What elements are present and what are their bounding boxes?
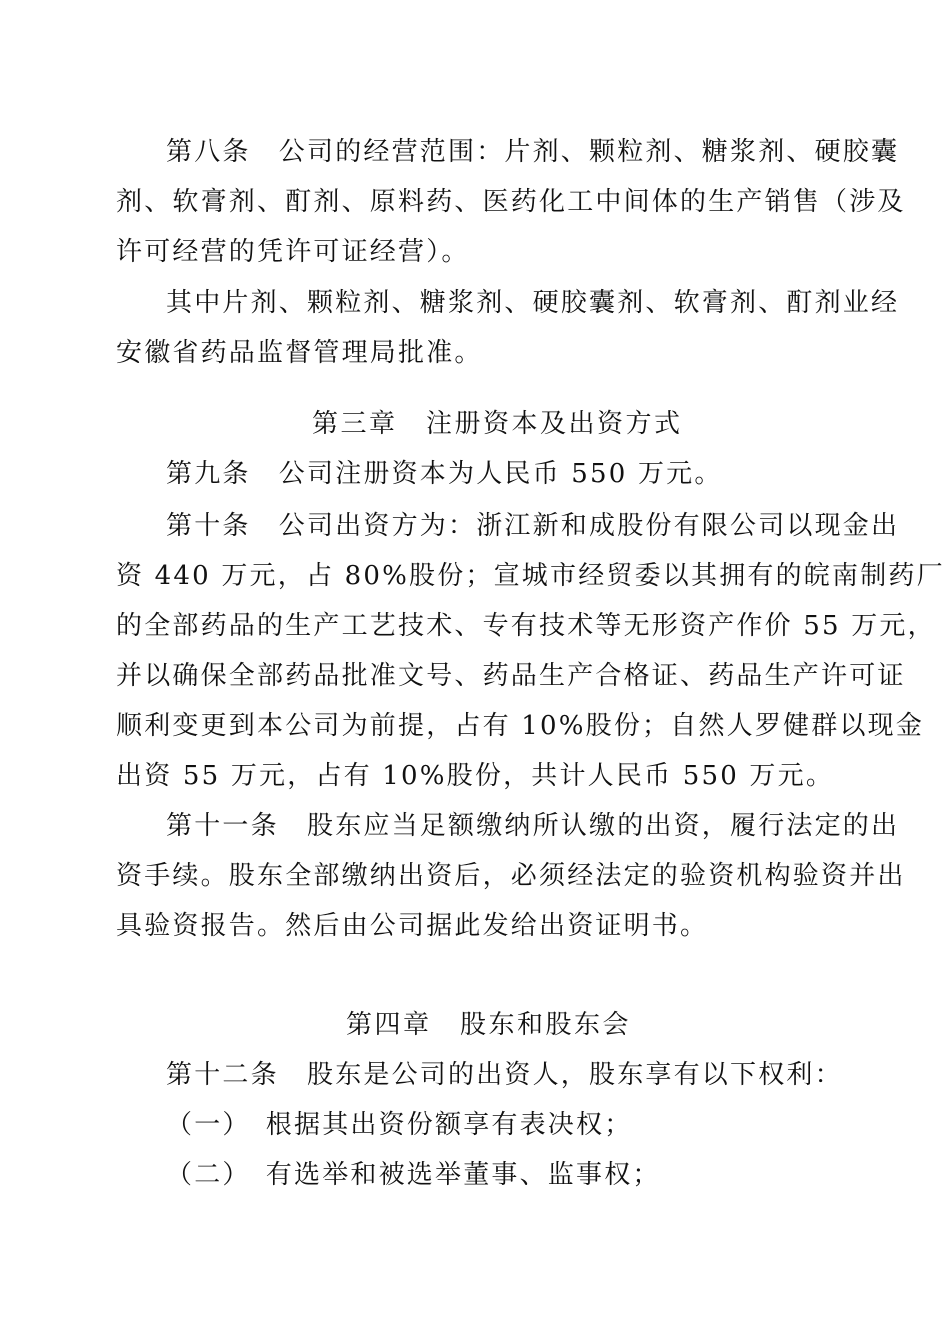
- article-11-line-2: 资手续。股东全部缴纳出资后，必须经法定的验资机构验资并出: [116, 861, 906, 891]
- article-10-line-3: 的全部药品的生产工艺技术、专有技术等无形资产作价 55 万元，: [116, 611, 936, 641]
- chapter-4-heading: 第四章 股东和股东会: [346, 1010, 632, 1040]
- chapter-3-heading: 第三章 注册资本及出资方式: [312, 409, 683, 439]
- article-10-line-2: 资 440 万元，占 80%股份；宣城市经贸委以其拥有的皖南制药厂: [116, 561, 945, 591]
- article-8-note-line-1: 其中片剂、颗粒剂、糖浆剂、硬胶囊剂、软膏剂、酊剂业经: [166, 288, 900, 318]
- article-10-line-5: 顺利变更到本公司为前提，占有 10%股份；自然人罗健群以现金: [116, 711, 925, 741]
- article-12-item-2: （二） 有选举和被选举董事、监事权；: [166, 1160, 661, 1190]
- article-11-line-3: 具验资报告。然后由公司据此发给出资证明书。: [116, 911, 709, 941]
- article-10-line-6: 出资 55 万元，占有 10%股份，共计人民币 550 万元。: [116, 761, 835, 791]
- article-10-line-1: 第十条 公司出资方为：浙江新和成股份有限公司以现金出: [166, 511, 900, 541]
- article-12-line-1: 第十二条 股东是公司的出资人，股东享有以下权利：: [166, 1060, 843, 1090]
- article-8-note-line-2: 安徽省药品监督管理局批准。: [116, 338, 483, 368]
- article-9-line-1: 第九条 公司注册资本为人民币 550 万元。: [166, 459, 723, 489]
- article-12-item-1: （一） 根据其出资份额享有表决权；: [166, 1110, 633, 1140]
- article-8-line-3: 许可经营的凭许可证经营）。: [116, 237, 470, 267]
- article-8-line-1: 第八条 公司的经营范围：片剂、颗粒剂、糖浆剂、硬胶囊: [166, 137, 900, 167]
- article-11-line-1: 第十一条 股东应当足额缴纳所认缴的出资，履行法定的出: [166, 811, 900, 841]
- article-8-line-2: 剂、软膏剂、酊剂、原料药、医药化工中间体的生产销售（涉及: [116, 187, 906, 217]
- article-10-line-4: 并以确保全部药品批准文号、药品生产合格证、药品生产许可证: [116, 661, 906, 691]
